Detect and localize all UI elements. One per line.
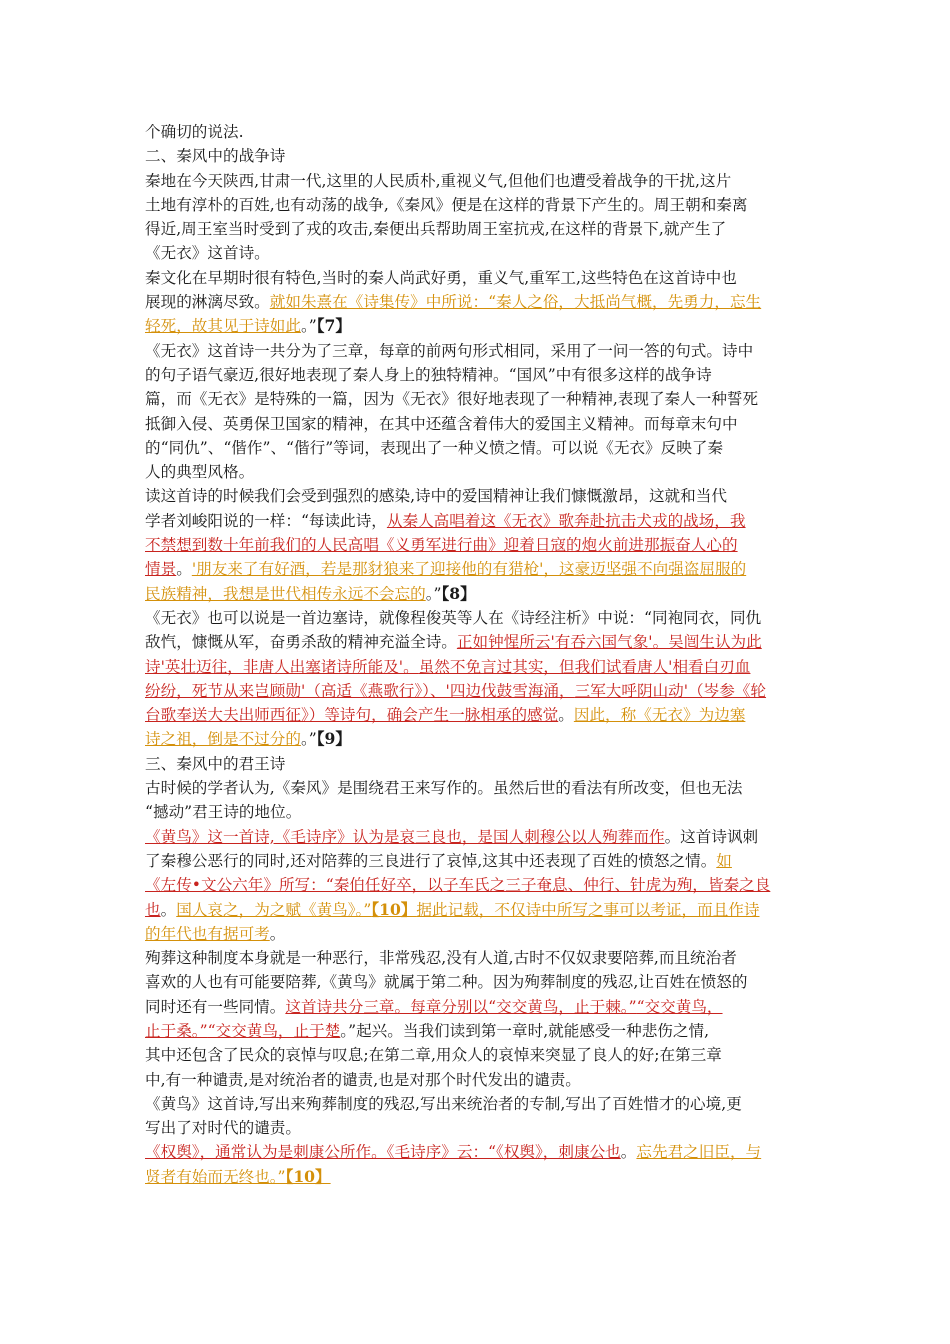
text-span: 篇，而《无衣》是特殊的一篇，因为《无衣》很好地表现了一种精神,表现了秦人一种誓死: [145, 390, 759, 409]
text-span: 个确切的说法.: [145, 123, 244, 141]
text-span: 。”起兴。当我们读到第一章时,就能感受一种悲伤之情,: [340, 1021, 710, 1040]
text-line: [145, 363, 810, 387]
reference-mark: 【7】: [316, 316, 351, 336]
text-line: [145, 533, 810, 557]
text-span: 《无衣》这首诗。: [145, 244, 270, 263]
text-span: 的“同仇”、“偕作”、“偕行”等词，表现出了一种义愤之情。可以说《无衣》反映了秦: [145, 438, 724, 457]
document-page: [145, 120, 810, 1189]
text-span: 。: [269, 924, 286, 943]
text-span: 《无衣》也可以说是一首边塞诗，就像程俊英等人在《诗经注析》中说：“同袍同衣，同仇: [145, 608, 762, 627]
text-line: [145, 800, 810, 824]
text-span: 的句子语气豪迈,很好地表现了秦人身上的独特精神。“国风”中有很多这样的战争诗: [145, 365, 712, 384]
underlined-citation: 也: [145, 900, 161, 919]
text-line: [145, 655, 810, 679]
underlined-citation: 三军大呼阴山动'（岑参《轮: [574, 681, 767, 700]
text-span: 。: [620, 1143, 637, 1162]
underlined-citation: 情景: [145, 560, 177, 579]
underlined-citation: 《黄鸟》这一首诗,《毛诗序》认为是哀三良也，是国人刺穆公以人殉葬而作: [145, 827, 665, 846]
text-line: [145, 995, 810, 1019]
underlined-citation: 纷纷，死节从来岂顾勋'（高适《燕歌行》）、'四边伐鼓雪海涌，: [145, 681, 575, 700]
reference-mark: 【8】: [441, 583, 476, 603]
underlined-citation: 《权舆》，通常认为是刺康公所作。《毛诗序》云：“《权舆》，刺康公也: [145, 1143, 621, 1162]
text-span: 学者刘峻阳说的一样：“每读此诗，: [145, 511, 387, 530]
text-line: [145, 217, 810, 241]
text-line: [145, 898, 810, 922]
underlined-citation: 从秦人高唱着这《无衣》歌奔赴抗击犬戎的战场，我: [386, 511, 746, 530]
text-span: 土地有淳朴的百姓,也有动荡的战争,《秦风》便是在这样的背景下产生的。周王朝和秦离: [145, 195, 748, 214]
text-line: [145, 703, 810, 727]
underlined-citation: 这首诗共分三章。每章分别以“交交黄鸟，止于棘。”: [285, 997, 637, 1016]
underlined-citation: “交交黄鸟，止于楚: [207, 1021, 341, 1040]
text-line: [145, 1140, 810, 1164]
reference-mark: 【10】: [285, 1166, 331, 1186]
text-line: [145, 922, 810, 946]
text-line: [145, 1092, 810, 1116]
text-line: [145, 970, 810, 994]
text-line: [145, 1068, 810, 1092]
text-span: 得近,周王室当时受到了戎的攻击,秦便出兵帮助周王室抗戎,在这样的背景下,就产生了: [145, 220, 727, 239]
highlighted-quote: 的年代也有据可考: [145, 924, 270, 943]
underlined-citation: 不禁想到数十年前我们的人民高唱《义勇军进行曲》迎着日寇的炮火前进那振奋人心的: [145, 536, 738, 555]
text-span: 《黄鸟》这首诗,写出来殉葬制度的残忍,写出来统治者的专制,写出了百姓惜才的心境,更: [145, 1094, 742, 1113]
section-heading: [145, 144, 810, 168]
text-line: [145, 436, 810, 460]
text-line: [145, 679, 810, 703]
text-span: “撼动”君王诗的地位。: [145, 803, 302, 822]
underlined-citation: 止于桑。”: [145, 1021, 208, 1040]
text-line: [145, 1165, 810, 1189]
section-heading: [145, 752, 810, 776]
text-line: [145, 606, 810, 630]
text-span: 。”: [300, 730, 317, 749]
text-span: 古时候的学者认为,《秦风》是围绕君王来写作的。虽然后世的看法有所改变，但也无法: [145, 779, 743, 798]
reference-mark: 【10】: [371, 899, 417, 919]
text-line: [145, 241, 810, 265]
text-span: 。: [160, 900, 177, 919]
text-span: 敌忾，慷慨从军，奋勇杀敌的精神充溢全诗。: [145, 633, 457, 652]
text-span: 殉葬这种制度本身就是一种恶行，非常残忍,没有人道,古时不仅奴隶要陪葬,而且统治者: [145, 949, 737, 968]
text-line: [145, 727, 810, 751]
highlighted-quote: 据此记载，不仅诗中所写之事可以考证，而且作诗: [416, 900, 760, 919]
underlined-citation: 台歌奉送大夫出师西征》）等诗句，确会产生一脉相承的感觉: [145, 706, 559, 725]
text-line: [145, 825, 810, 849]
text-line: [145, 1116, 810, 1140]
highlighted-quote: 因此，称《无衣》为边塞: [573, 706, 746, 725]
text-span: 《无衣》这首诗一共分为了三章，每章的前两句形式相同，采用了一问一答的句式。诗中: [145, 341, 754, 360]
text-line: [145, 582, 810, 606]
underlined-citation: 正如钟惺所云'有吞六国气象'。吴闿生认为此: [456, 633, 762, 652]
highlighted-quote: 贤者有始而无终也。”: [145, 1167, 286, 1186]
text-line: [145, 387, 810, 411]
underlined-citation: 诗'英壮迈往，非唐人出塞诸诗所能及'。: [145, 657, 419, 676]
highlighted-quote: 诗之祖，倒是不过分的: [145, 730, 301, 749]
text-span: 三、秦风中的君王诗: [145, 754, 286, 773]
text-line: [145, 314, 810, 338]
text-span: 人的典型风格。: [145, 463, 255, 482]
text-line: [145, 776, 810, 800]
highlighted-quote: 民族精神，我想是世代相传永远不会忘的: [145, 584, 426, 603]
text-span: 秦地在今天陕西,甘肃一代,这里的人民质朴,重视义气,但他们也遭受着战争的干扰,这片: [145, 171, 732, 190]
text-span: 二、秦风中的战争诗: [145, 147, 286, 166]
text-line: [145, 946, 810, 970]
text-span: 。”: [300, 317, 317, 336]
underlined-citation: 《左传•文公六年》所写：“秦伯任好卒，以子车氏之三子奄息、仲行、针虎为殉，皆秦之良: [145, 876, 771, 895]
text-span: 抵御入侵、英勇保卫国家的精神，在其中还蕴含着伟大的爱国主义精神。而每章末句中: [145, 414, 738, 433]
text-span: 展现的淋漓尽致。: [145, 293, 270, 312]
text-line: [145, 290, 810, 314]
text-line: [145, 873, 810, 897]
text-line: [145, 412, 810, 436]
text-span: 了秦穆公恶行的同时,还对陪葬的三良进行了哀悼,这其中还表现了百姓的愤怒之情。: [145, 851, 717, 870]
highlighted-quote: 轻死，故其见于诗如此: [145, 317, 301, 336]
text-line: [145, 849, 810, 873]
highlighted-quote: 就如朱熹在《诗集传》中所说：“秦人之俗，大抵尚气概，先勇力，忘生: [269, 293, 762, 312]
text-line: [145, 120, 810, 144]
text-line: [145, 339, 810, 363]
text-span: 读这首诗的时候我们会受到强烈的感染,诗中的爱国精神让我们慷慨激昂，这就和当代: [145, 487, 727, 506]
text-span: 。: [558, 706, 574, 725]
text-span: 写出了对时代的谴责。: [145, 1119, 301, 1138]
text-line: [145, 193, 810, 217]
text-span: 。这首诗讽刺: [664, 827, 759, 846]
highlighted-quote: 忘先君之旧臣，与: [636, 1143, 762, 1162]
highlighted-quote: 如: [716, 851, 732, 870]
text-span: 中,有一种谴责,是对统治者的谴责,也是对那个时代发出的谴责。: [145, 1070, 581, 1089]
text-span: 。”: [425, 584, 442, 603]
text-line: [145, 460, 810, 484]
reference-mark: 【9】: [316, 729, 351, 749]
text-span: 同时还有一些同情。: [145, 997, 286, 1016]
text-line: [145, 484, 810, 508]
text-span: 喜欢的人也有可能要陪葬,《黄鸟》就属于第二种。因为殉葬制度的残忍,让百姓在愤怒的: [145, 973, 748, 992]
text-line: [145, 509, 810, 533]
text-line: [145, 557, 810, 581]
highlighted-quote: 国人哀之，为之赋《黄鸟》。”: [176, 900, 372, 919]
text-span: 秦文化在早期时很有特色,当时的秦人尚武好勇，重义气,重军工,这些特色在这首诗中也: [145, 268, 737, 287]
text-line: [145, 1043, 810, 1067]
text-span: 其中还包含了民众的哀悼与叹息;在第二章,用众人的哀悼来突显了良人的好;在第三章: [145, 1046, 722, 1065]
underlined-citation: 虽然不免言过其实，但我们试看唐人'相看白刃血: [418, 657, 751, 676]
underlined-citation: “交交黄鸟，: [636, 997, 723, 1016]
text-span: 。: [176, 560, 192, 579]
highlighted-quote: '朋友来了有好酒，若是那豺狼来了迎接他的有猎枪'，这豪迈坚强不向强盗屈服的: [191, 560, 747, 579]
text-line: [145, 169, 810, 193]
text-line: [145, 630, 810, 654]
text-line: [145, 1019, 810, 1043]
text-line: [145, 266, 810, 290]
